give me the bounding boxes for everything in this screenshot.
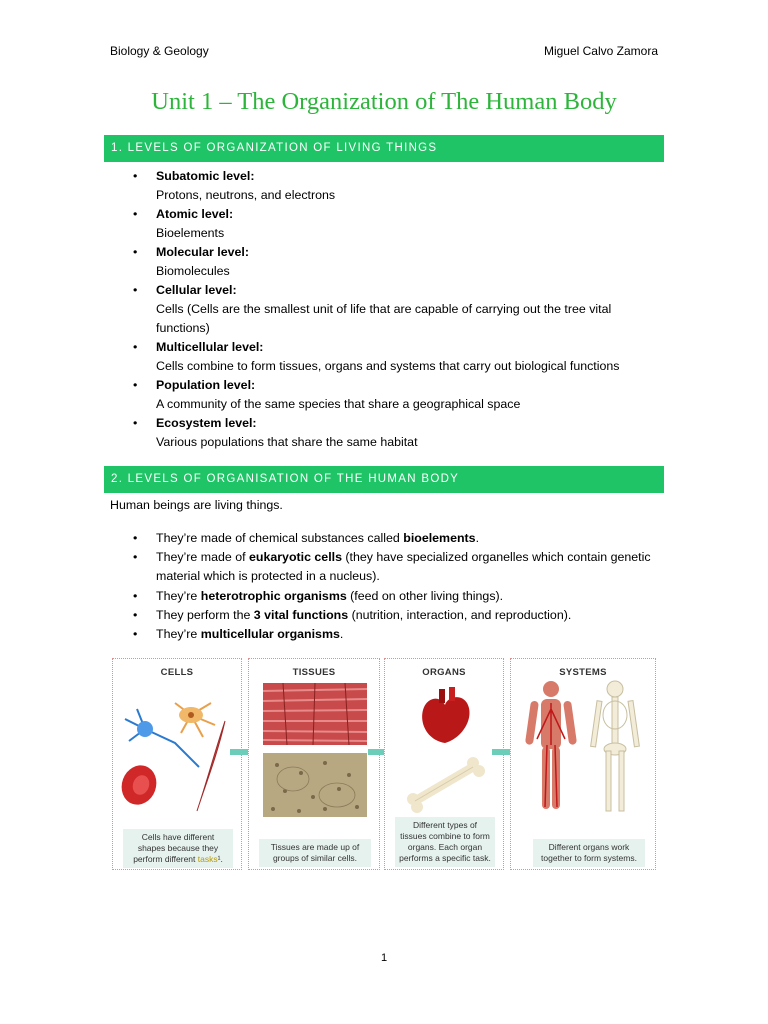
- text-bold: eukaryotic cells: [248, 550, 342, 565]
- section-heading-2: 2. LEVELS OF ORGANISATION OF THE HUMAN BODY: [104, 466, 664, 493]
- level-title: Multicellular level:: [156, 340, 264, 354]
- list-item: • Atomic level: Bioelements: [106, 205, 656, 243]
- level-desc: Bioelements: [156, 226, 225, 240]
- list-item: • Ecosystem level: Various populations that share the same habitat: [106, 414, 656, 452]
- panel-label: ORGANS: [422, 667, 466, 678]
- text-pre: They perform the: [156, 607, 254, 622]
- human-body-list: [106, 529, 651, 644]
- systems-illustration: [517, 679, 651, 819]
- list-item: • Cellular level: Cells (Cells are the smallest unit of life that are capable of carrying out the tree vital functions): [106, 281, 656, 338]
- text-pre: They’re made of: [156, 550, 249, 565]
- level-title: Population level:: [156, 378, 256, 392]
- tissues-illustration: [263, 683, 367, 819]
- organization-figure: [112, 658, 656, 872]
- text-bold: heterotrophic organisms: [200, 588, 347, 603]
- list-item: • They’re multicellular organisms.: [133, 627, 344, 642]
- skeleton-figure: [591, 681, 640, 811]
- caption-text: ¹.: [217, 854, 223, 864]
- header-subject: Biology & Geology: [110, 44, 209, 58]
- text-post: (they have specialized organelles which contain genetic material which is protected in a nucleus).: [156, 550, 651, 584]
- neuron-cell: [137, 721, 153, 737]
- page-title: Unit 1 – The Organization of The Human Body: [151, 88, 617, 115]
- text-pre: They’re: [156, 627, 201, 642]
- level-title: Cellular level:: [156, 283, 237, 297]
- page-number: 1: [380, 952, 388, 964]
- list-item: • Multicellular level: Cells combine to form tissues, organs and systems that carry out biological functions: [106, 338, 656, 376]
- organs-illustration: [397, 683, 493, 823]
- list-item: • They’re heterotrophic organisms (feed on other living things).: [133, 588, 504, 603]
- text-post: .: [339, 627, 344, 642]
- level-title: Atomic level:: [156, 207, 234, 221]
- list-item: • They’re made of eukaryotic cells (they have specialized organelles which contain genetic material which is protected in a nucleus).: [133, 550, 651, 584]
- list-item: • They perform the 3 vital functions (nutrition, interaction, and reproduction).: [133, 607, 572, 622]
- header-author: Miguel Calvo Zamora: [543, 44, 658, 58]
- panel-caption: Different types of tissues combine to form organs. Each organ performs a specific task.: [395, 817, 495, 867]
- level-title: Subatomic level:: [156, 169, 255, 183]
- panel-cells: [112, 658, 242, 870]
- list-item: • Subatomic level: Protons, neutrons, and electrons: [106, 167, 656, 205]
- level-desc: Protons, neutrons, and electrons: [156, 188, 336, 202]
- panel-label: SYSTEMS: [559, 667, 607, 678]
- level-desc: A community of the same species that share a geographical space: [156, 397, 521, 411]
- panel-caption: [123, 829, 233, 868]
- panel-label: CELLS: [160, 667, 194, 678]
- caption-text: Cells have different shapes because they perform different: [133, 832, 219, 864]
- text-pre: They’re made of chemical substances called: [156, 531, 404, 545]
- levels-list: [106, 167, 656, 452]
- text-pre: They’re: [156, 588, 201, 603]
- caption-highlight: tasks: [197, 854, 218, 864]
- section-heading-1: 1. LEVELS OF ORGANIZATION OF LIVING THINGS: [104, 135, 664, 162]
- level-desc: Various populations that share the same habitat: [156, 435, 418, 449]
- list-item: • Population level: A community of the same species that share a geographical space: [106, 376, 656, 414]
- text-post: (feed on other living things).: [346, 588, 504, 603]
- level-title: Ecosystem level:: [156, 416, 257, 430]
- text-post: (nutrition, interaction, and reproduction).: [348, 607, 572, 622]
- panel-label: TISSUES: [292, 667, 336, 678]
- cells-illustration: [115, 681, 239, 821]
- list-item: • They’re made of chemical substances called bioelements.: [133, 531, 480, 545]
- level-desc: Cells combine to form tissues, organs and systems that carry out biological functions: [156, 359, 620, 373]
- panel-tissues: [248, 658, 380, 870]
- text-bold: multicellular organisms: [200, 627, 340, 642]
- panel-caption: Tissues are made up of groups of similar cells.: [259, 839, 371, 867]
- text-post: .: [475, 531, 480, 545]
- list-item: • Molecular level: Biomolecules: [106, 243, 656, 281]
- heart-organ: [422, 697, 469, 743]
- intro-text: Human beings are living things.: [110, 498, 283, 512]
- bone-organ: [407, 757, 485, 813]
- text-bold: bioelements: [403, 531, 476, 545]
- text-bold: 3 vital functions: [253, 607, 349, 622]
- panel-organs: [384, 658, 504, 870]
- level-title: Molecular level:: [156, 245, 249, 259]
- level-desc: Cells (Cells are the smallest unit of life that are capable of carrying out the tree vital functions): [156, 302, 612, 335]
- panel-systems: [510, 658, 656, 870]
- panel-caption: Different organs work together to form systems.: [533, 839, 645, 867]
- level-desc: Biomolecules: [156, 264, 230, 278]
